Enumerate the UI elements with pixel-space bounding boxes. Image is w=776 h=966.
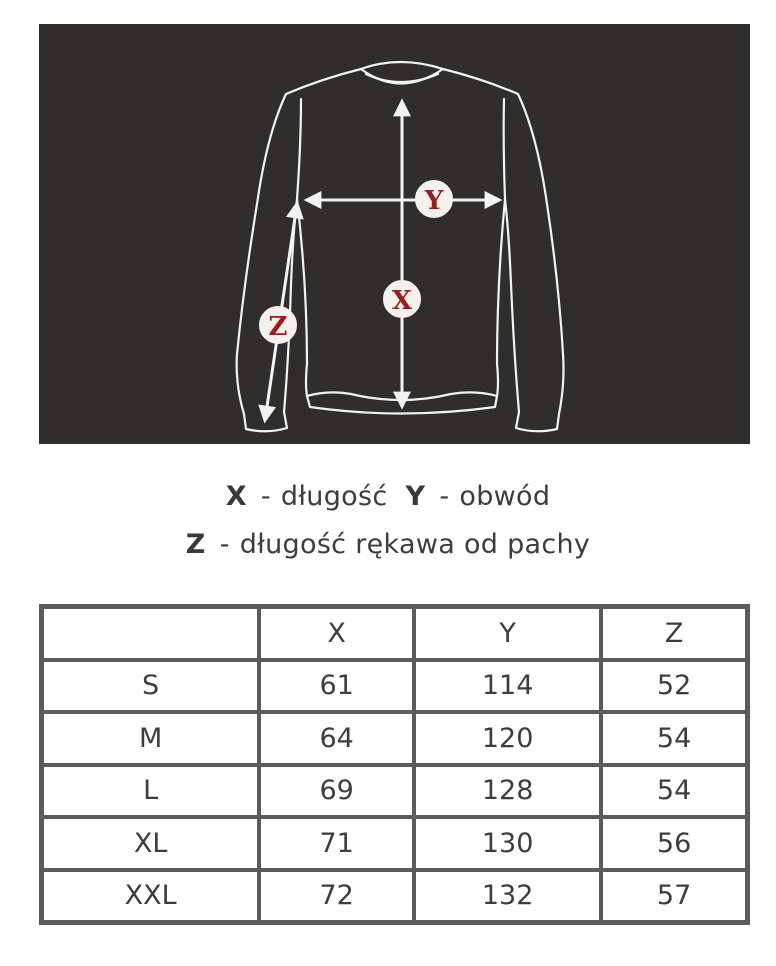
x-cell: 71 [259,817,414,870]
table-header-row [42,607,747,660]
z-cell: 54 [601,712,747,765]
marker-y-icon [416,181,452,217]
x-cell: 61 [259,660,414,713]
legend-z-text: długość rękawa od pachy [239,529,591,560]
x-cell: 64 [259,712,414,765]
z-cell: 52 [601,660,747,713]
header-cell-z: Z [601,607,747,660]
y-cell: 132 [414,870,601,923]
legend-line-1: X - długość Y - obwód [225,481,551,512]
header-cell-x: X [259,607,414,660]
marker-z-label: Z [268,312,288,342]
table-row [42,870,747,923]
size-table [39,604,750,925]
legend-x-text: długość [280,481,388,512]
table-row [42,660,747,713]
y-cell: 120 [414,712,601,765]
z-cell: 54 [601,765,747,818]
x-cell: 72 [259,870,414,923]
marker-y-label: Y [424,186,444,216]
sweatshirt-size-diagram [39,24,750,444]
header-cell-size [42,607,259,660]
marker-x-icon [384,281,420,317]
table-row [42,712,747,765]
table-row [42,765,747,818]
sweatshirt-outline-icon [39,24,750,444]
legend-line-2: Z - długość rękawa od pachy [185,529,591,560]
z-cell: 56 [601,817,747,870]
y-cell: 114 [414,660,601,713]
size-cell: L [42,765,259,818]
size-cell: M [42,712,259,765]
x-cell: 69 [259,765,414,818]
y-cell: 130 [414,817,601,870]
size-cell: XXL [42,870,259,923]
legend-z-key: Z [185,529,206,560]
legend-x-key: X [225,481,247,512]
marker-z-icon [260,307,296,343]
z-cell: 57 [601,870,747,923]
marker-x-label: X [391,286,413,316]
legend-y-key: Y [405,481,426,512]
size-cell: XL [42,817,259,870]
table-row [42,817,747,870]
y-cell: 128 [414,765,601,818]
header-cell-y: Y [414,607,601,660]
legend-y-text: obwód [459,481,551,512]
size-cell: S [42,660,259,713]
